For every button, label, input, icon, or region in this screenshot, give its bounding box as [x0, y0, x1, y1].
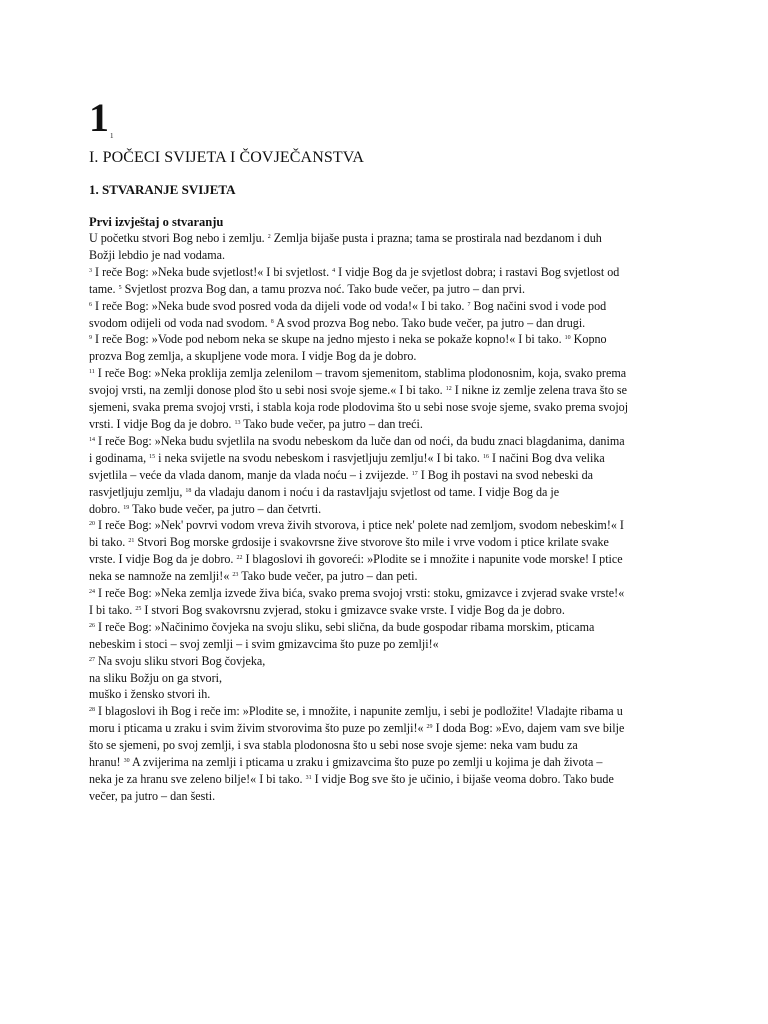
text-line: [89, 331, 681, 348]
verse-text: I vidje Bog da je svjetlost dobra; i rastavi Bog svjetlost od: [335, 264, 620, 279]
body-text: [89, 230, 681, 805]
verse-text: Stvori Bog morske grdosije i svakovrsne žive stvorove što mile i vrve vodom i ptice krilate svake: [134, 535, 609, 550]
verse-text: I reče Bog: »Neka budu svjetlila na svodu nebeskom da luče dan od noći, da budu znaci blagdanima, danima: [95, 433, 625, 448]
verse-text: I reče Bog: »Nek' povrvi vodom vreva živih stvorova, i ptice nek' polete nad zemljom, svodom nebeskim!« I: [95, 518, 624, 533]
verse-number: 31: [305, 775, 312, 781]
text-line: [89, 720, 681, 737]
text-line: [89, 348, 681, 365]
verse-number: 3: [89, 267, 92, 274]
text-line: [89, 484, 681, 501]
verse-text: da vladaju danom i noću i da rastavljaju svjetlost od tame. I vidje Bog da je: [191, 484, 560, 499]
text-line: [89, 636, 681, 653]
verse-text: A zvijerima na zemlji i pticama u zraku i gmizavcima što puze po zemlji u kojima je dah života –: [129, 755, 603, 770]
verse-text: vrsti. I vidje Bog da je dobro.: [89, 416, 235, 431]
verse-text: I nikne iz zemlje zelena trava što se: [451, 383, 628, 398]
verse-number: 29: [426, 724, 433, 731]
verse-number: 14: [89, 436, 95, 443]
text-line: [89, 399, 681, 416]
verse-text: I stvori Bog svakovrsnu zvjerad, stoku i gmizavce svake vrste. I vidje Bog da je dobro.: [141, 602, 565, 617]
text-line: [89, 281, 681, 298]
verse-text: nebeskim i stoci – svoj zemlji – i svim gmizavcima što puze po zemlji!«: [89, 636, 439, 651]
chapter-number: [89, 96, 681, 140]
verse-number: 15: [149, 453, 156, 460]
verse-number: 25: [135, 605, 142, 612]
verse-text: Bog načini svod i vode pod: [470, 298, 607, 313]
verse-text: I blagoslovi ih govoreći: »Plodite se i množite i napunite vode morske! I ptice: [242, 552, 623, 567]
text-line: [89, 315, 681, 332]
text-line: [89, 771, 681, 788]
verse-text: A svod prozva Bog nebo. Tako bude večer, pa jutro – dan drugi.: [273, 315, 586, 330]
verse-number: 19: [123, 504, 130, 511]
verse-text: I reče Bog: »Neka bude svjetlost!« I bi svjetlost.: [92, 264, 333, 279]
text-line: [89, 754, 681, 771]
verse-text: na sliku Božju on ga stvori,: [89, 670, 223, 685]
verse-text: I vidje Bog sve što je učinio, i bijaše veoma dobro. Tako bude: [311, 772, 614, 786]
verse-text: I reče Bog: »Neka bude svod posred voda da dijeli vode od voda!« I bi tako.: [92, 298, 468, 313]
verse-text: Tako bude večer, pa jutro – dan četvrti.: [129, 501, 322, 516]
verse-text: Kopno: [570, 332, 607, 347]
verse-text: dobro.: [89, 501, 124, 516]
text-line: [89, 788, 681, 805]
text-line: [89, 230, 681, 247]
text-line: [89, 670, 681, 687]
text-line: [89, 298, 681, 315]
verse-number: 28: [89, 707, 95, 714]
text-line: [89, 433, 681, 450]
verse-number: 4: [332, 267, 336, 274]
verse-text: i neka svijetle na svodu nebeskom i rasvjetljuju zemlju!« I bi tako.: [155, 450, 483, 465]
verse-number: 12: [445, 386, 452, 393]
verse-text: svodom odijeli od voda nad svodom.: [89, 315, 271, 330]
verse-number: 23: [232, 572, 239, 579]
text-line: [89, 551, 681, 568]
verse-text: I bi tako.: [89, 602, 136, 617]
verse-text: tame.: [89, 281, 119, 296]
verse-number: 21: [128, 538, 135, 545]
verse-text: Božji lebdio je nad vodama.: [89, 247, 226, 262]
verse-number: 10: [564, 335, 571, 342]
verse-text: I Bog ih postavi na svod nebeski da: [417, 467, 594, 482]
text-line: [89, 264, 681, 281]
text-line: [89, 365, 681, 382]
verse-text: rasvjetljuju zemlju,: [89, 484, 186, 499]
verse-number: 16: [482, 453, 489, 460]
verse-number: 17: [411, 470, 418, 477]
text-line: [89, 416, 681, 433]
text-line: [89, 534, 681, 551]
verse-text: hranu!: [89, 755, 124, 770]
verse-text: neka je za hranu sve zeleno bilje!« I bi tako.: [89, 772, 306, 786]
verse-text: Svjetlost prozva Bog dan, a tamu prozva noć. Tako bude večer, pa jutro – dan prvi.: [121, 281, 526, 296]
verse-number: 13: [234, 419, 241, 426]
verse-number: 8: [270, 318, 274, 325]
document-page: [89, 96, 681, 805]
chapter-footnote-marker: 1: [110, 132, 114, 140]
verse-number: 24: [89, 589, 95, 596]
verse-text: muško i žensko stvori ih.: [89, 687, 211, 702]
text-line: [89, 382, 681, 399]
verse-text: večer, pa jutro – dan šesti.: [89, 788, 216, 803]
verse-number: 26: [89, 622, 95, 629]
verse-text: I reče Bog: »Neka proklija zemlja zelenilom – travom sjemenitom, stablima plodonosnim, koja, svako prema: [94, 366, 627, 381]
text-line: [89, 517, 681, 534]
subsection-title: Prvi izvještaj o stvaranju: [89, 215, 224, 229]
verse-number: 27: [89, 656, 95, 663]
verse-number: 22: [236, 555, 243, 562]
verse-text: bi tako.: [89, 535, 129, 550]
verse-text: I doda Bog: »Evo, dajem vam sve bilje: [432, 721, 625, 736]
verse-number: 9: [89, 335, 92, 342]
text-line: [89, 247, 681, 264]
verse-text: I reče Bog: »Načinimo čovjeka na svoju sliku, sebi slična, da bude gospodar ribama morskim, pticama: [95, 619, 595, 634]
text-line: [89, 602, 681, 619]
verse-text: I načini Bog dva velika: [488, 450, 605, 465]
verse-text: svjetlila – veće da vlada danom, manje da vlada noću – i zvijezde.: [89, 467, 412, 482]
text-line: [89, 450, 681, 467]
verse-text: I reče Bog: »Vode pod nebom neka se skupe na jedno mjesto i neka se pokaže kopno!« I bi tako.: [92, 332, 565, 347]
verse-text: Na svoju sliku stvori Bog čovjeka,: [95, 653, 266, 668]
verse-number: 6: [89, 301, 92, 308]
verse-number: 5: [118, 284, 122, 291]
text-line: [89, 467, 681, 484]
verse-number: 7: [467, 301, 471, 308]
text-line: [89, 686, 681, 703]
verse-text: neka se namnože na zemlji!«: [89, 569, 233, 584]
text-line: [89, 703, 681, 720]
verse-text: U početku stvori Bog nebo i zemlju.: [89, 231, 268, 245]
part-title: I. POČECI SVIJETA I ČOVJEČANSTVA: [89, 149, 364, 166]
verse-number: 18: [185, 487, 192, 494]
verse-number: 11: [89, 369, 95, 376]
verse-text: Tako bude večer, pa jutro – dan treći.: [240, 416, 423, 431]
verse-number: 2: [267, 234, 271, 240]
verse-text: Tako bude večer, pa jutro – dan peti.: [238, 569, 418, 584]
text-line: [89, 653, 681, 670]
text-line: [89, 501, 681, 518]
chapter-number-text: 1: [89, 95, 109, 140]
verse-text: svojoj vrsti, na zemlji donose plod što u sebi nosi svoje sjeme.« I bi tako.: [89, 383, 446, 398]
text-line: [89, 585, 681, 602]
text-line: [89, 619, 681, 636]
verse-text: što se sjemeni, po svoj zemlji, i sva stabla plodonosna što u sebi nose svoje sjeme: neka vam budu za: [89, 738, 578, 753]
text-line: [89, 568, 681, 585]
verse-text: prozva Bog zemlja, a skupljene vode mora. I vidje Bog da je dobro.: [89, 349, 417, 364]
verse-text: sjemeni, svaka prema svojoj vrsti, i stabla koja rode plodovima što u sebi nose svoje sjeme, svako prema svojoj: [89, 400, 629, 415]
verse-number: 30: [123, 758, 130, 765]
verse-number: 20: [89, 521, 95, 528]
verse-text: vrste. I vidje Bog da je dobro.: [89, 552, 237, 567]
verse-text: I reče Bog: »Neka zemlja izvede živa bića, svako prema svojoj vrsti: stoku, gmizavce i zvjerad svake vrste!«: [95, 586, 625, 601]
verse-text: I blagoslovi ih Bog i reče im: »Plodite se, i množite, i napunite zemlju, i sebi je podložite! Vladajte ribama u: [95, 704, 623, 719]
verse-text: moru i pticama u zraku i svim živim stvorovima što puze po zemlji!«: [89, 721, 427, 736]
verse-text: Zemlja bijaše pusta i prazna; tama se prostirala nad bezdanom i duh: [270, 231, 602, 245]
section-title: 1. STVARANJE SVIJETA: [89, 182, 236, 197]
verse-text: i godinama,: [89, 450, 150, 465]
text-line: [89, 737, 681, 754]
